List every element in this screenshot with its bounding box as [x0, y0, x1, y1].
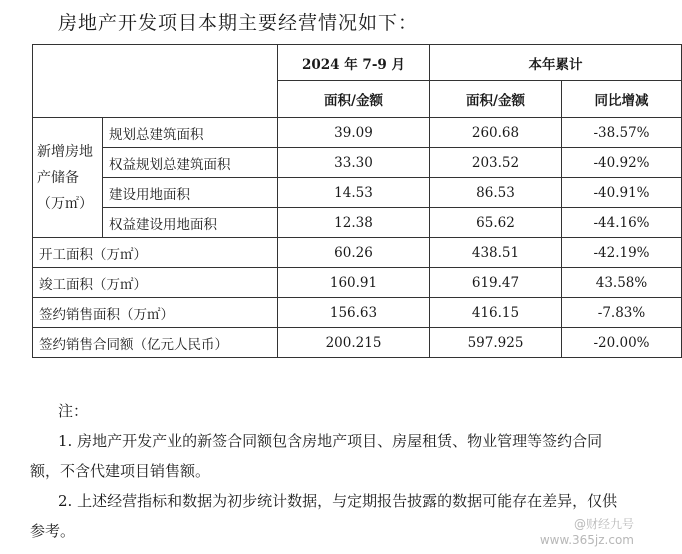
table-row — [33, 298, 682, 328]
row-label: 规划总建筑面积 — [103, 118, 278, 148]
yoy-value: -7.83% — [562, 298, 682, 328]
note-item: 2. 上述经营指标和数据为初步统计数据，与定期报告披露的数据可能存在差异，仅供参考。 — [30, 492, 618, 540]
ytd-area-amount-header: 面积/金额 — [430, 81, 562, 118]
row-label: 竣工面积（万㎡） — [33, 268, 278, 298]
period-area-amount-header: 面积/金额 — [278, 81, 430, 118]
category-cell: 新增房地产储备（万㎡） — [33, 118, 103, 238]
table-row — [33, 148, 682, 178]
ytd-value: 619.47 — [430, 268, 562, 298]
ytd-value: 260.68 — [430, 118, 562, 148]
row-label: 签约销售合同额（亿元人民币） — [33, 328, 278, 358]
period-value: 39.09 — [278, 118, 430, 148]
ytd-value: 416.15 — [430, 298, 562, 328]
period-value: 14.53 — [278, 178, 430, 208]
yoy-value: -20.00% — [562, 328, 682, 358]
ytd-value: 438.51 — [430, 238, 562, 268]
operations-table — [32, 44, 682, 358]
yoy-value: -42.19% — [562, 238, 682, 268]
watermark-url: www.365jz.com — [539, 533, 634, 547]
period-value: 200.215 — [278, 328, 430, 358]
table-row — [33, 268, 682, 298]
period-value: 12.38 — [278, 208, 430, 238]
table-row — [33, 208, 682, 238]
ytd-value: 203.52 — [430, 148, 562, 178]
watermark-handle: @财经九号 — [573, 517, 634, 531]
table-row — [33, 328, 682, 358]
row-label: 开工面积（万㎡） — [33, 238, 278, 268]
yoy-value: 43.58% — [562, 268, 682, 298]
period-value: 60.26 — [278, 238, 430, 268]
yoy-value: -40.92% — [562, 148, 682, 178]
period-header: 2024 年 7-9 月 — [278, 45, 430, 81]
period-value: 160.91 — [278, 268, 430, 298]
table-row — [33, 118, 682, 148]
corner-cell — [33, 45, 278, 118]
ytd-header: 本年累计 — [430, 45, 682, 81]
ytd-value: 86.53 — [430, 178, 562, 208]
yoy-value: -44.16% — [562, 208, 682, 238]
ytd-value: 65.62 — [430, 208, 562, 238]
period-value: 33.30 — [278, 148, 430, 178]
page-heading: 房地产开发项目本期主要经营情况如下： — [58, 12, 419, 34]
table-row — [33, 178, 682, 208]
ytd-value: 597.925 — [430, 328, 562, 358]
period-value: 156.63 — [278, 298, 430, 328]
yoy-header: 同比增减 — [562, 81, 682, 118]
table-row — [33, 238, 682, 268]
note-item: 1. 房地产开发产业的新签合同额包含房地产项目、房屋租赁、物业管理等签约合同额，不含代建项目销售额。 — [30, 432, 603, 480]
notes-section — [30, 396, 620, 546]
yoy-value: -40.91% — [562, 178, 682, 208]
yoy-value: -38.57% — [562, 118, 682, 148]
watermark — [540, 516, 634, 548]
notes-title: 注： — [58, 402, 89, 420]
row-label: 建设用地面积 — [103, 178, 278, 208]
row-label: 权益规划总建筑面积 — [103, 148, 278, 178]
row-label: 权益建设用地面积 — [103, 208, 278, 238]
row-label: 签约销售面积（万㎡） — [33, 298, 278, 328]
